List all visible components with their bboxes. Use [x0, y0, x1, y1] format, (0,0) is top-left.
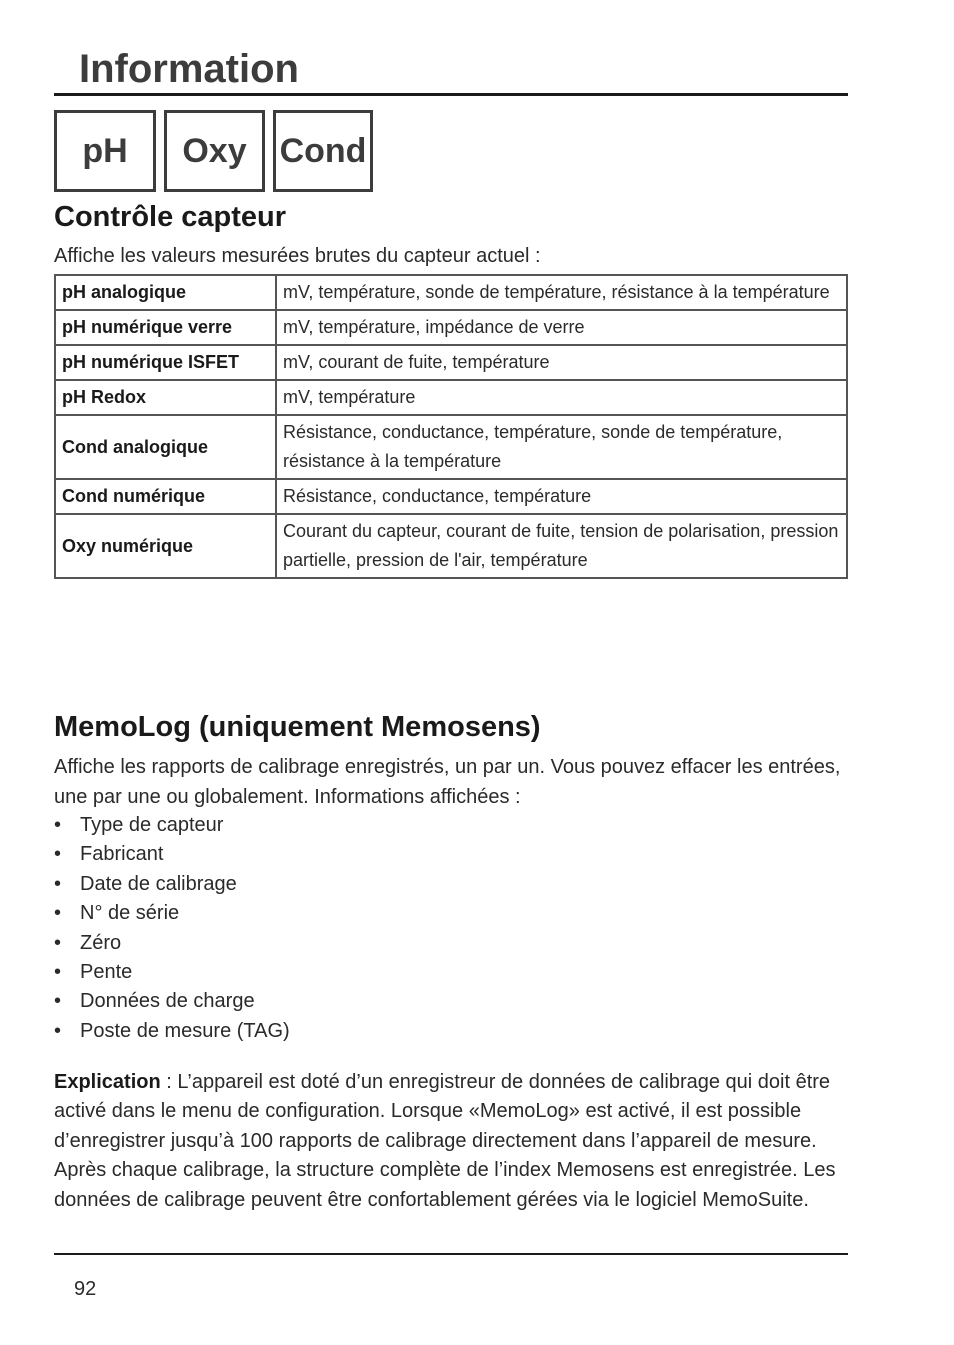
sensor-values: mV, courant de fuite, température: [276, 345, 847, 380]
sensor-name: pH Redox: [55, 380, 276, 415]
sensor-values: mV, température, sonde de température, résistance à la température: [276, 275, 847, 310]
explication-label: Explication: [54, 1071, 161, 1093]
list-item: • Type de capteur: [54, 811, 290, 840]
bullet-icon: •: [54, 931, 62, 954]
title-divider: [54, 93, 848, 96]
tag-ph: pH: [54, 110, 156, 192]
sensor-name: Oxy numérique: [55, 514, 276, 578]
sensor-values: mV, température: [276, 380, 847, 415]
list-item: • Date de calibrage: [54, 870, 290, 899]
explication-paragraph: [54, 1068, 854, 1215]
list-item: • Fabricant: [54, 840, 290, 869]
memolog-info-list: [54, 811, 290, 1046]
sensor-name: pH analogique: [55, 275, 276, 310]
explication-text: : L’appareil est doté d’un enregistreur de données de calibrage qui doit être activé dans le menu de configuration. Lorsque «MemoLog» est activé, il est possible d’enregistrer jusqu’à 100 rapports de calibrage directement dans l’appareil de mesure. Après chaque calibrage, la structure complète de l’index Memosens est enregistrée. Les données de calibrage peuvent être confortablement gérées via le logiciel MemoSuite.: [54, 1071, 836, 1211]
list-item: • Données de charge: [54, 987, 290, 1016]
tag-cond: Cond: [273, 110, 373, 192]
table-row: [55, 380, 847, 415]
bullet-icon: •: [54, 1019, 62, 1042]
sensor-values-table: [54, 274, 848, 579]
table-row: [55, 479, 847, 514]
bullet-icon: •: [54, 843, 62, 866]
sensor-name: pH numérique ISFET: [55, 345, 276, 380]
footer-divider: [54, 1253, 848, 1255]
memolog-intro: Affiche les rapports de calibrage enregistrés, un par un. Vous pouvez effacer les entrées, une par une ou globalement. Informations affichées :: [54, 756, 841, 808]
tag-oxy: Oxy: [164, 110, 265, 192]
sensor-values: mV, température, impédance de verre: [276, 310, 847, 345]
page-number: 92: [74, 1278, 97, 1300]
sensor-values: Résistance, conductance, température, sonde de température, résistance à la température: [276, 415, 847, 479]
list-item: • Poste de mesure (TAG): [54, 1017, 290, 1046]
bullet-icon: •: [54, 872, 62, 895]
sensor-check-intro: Affiche les valeurs mesurées brutes du capteur actuel :: [54, 245, 541, 267]
page-title: Information: [79, 47, 299, 91]
sensor-check-heading: Contrôle capteur: [54, 201, 287, 233]
sensor-type-tags: [54, 110, 381, 192]
list-item: • N° de série: [54, 899, 290, 928]
table-row: [55, 345, 847, 380]
bullet-icon: •: [54, 902, 62, 925]
bullet-icon: •: [54, 961, 62, 984]
table-row: [55, 275, 847, 310]
sensor-name: pH numérique verre: [55, 310, 276, 345]
memolog-heading: MemoLog (uniquement Memosens): [54, 711, 541, 743]
list-item: • Pente: [54, 958, 290, 987]
sensor-values: Résistance, conductance, température: [276, 479, 847, 514]
sensor-name: Cond numérique: [55, 479, 276, 514]
bullet-icon: •: [54, 990, 62, 1013]
sensor-values: Courant du capteur, courant de fuite, tension de polarisation, pression partielle, pression de l'air, température: [276, 514, 847, 578]
table-row: [55, 310, 847, 345]
bullet-icon: •: [54, 814, 62, 836]
list-item: • Zéro: [54, 929, 290, 958]
sensor-name: Cond analogique: [55, 415, 276, 479]
table-row: [55, 514, 847, 578]
table-row: [55, 415, 847, 479]
